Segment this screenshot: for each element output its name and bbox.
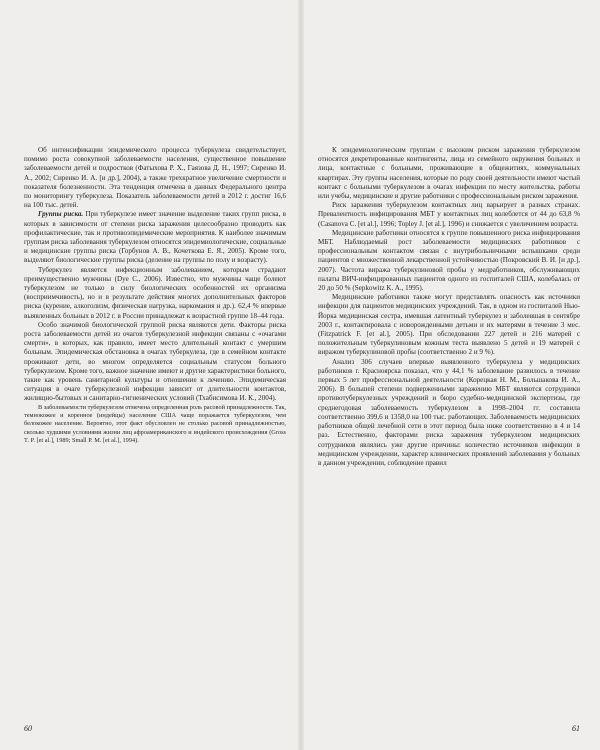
paragraph-text: Медицинские работники относятся к группе повышенного риска инфицирования МБТ. Наблюдаемый рост заболеваемости медицинских работников с профессиональным контактом связан с внутрибольничными вспышками среди пациентов с множественной лекарственной устойчивостью (Покровский В. И. [и др.], 2007). Частота виража туберкулиновой пробы у медработников, обслуживающих палаты ВИЧ-инфицированных пациентов одного из госпиталей США, колебалась от 20 до 50 % (Sepkowitz K. A., 1995). — [318, 228, 580, 293]
page-number: 61 — [572, 724, 580, 733]
paragraph-text: Особо значимой биологической группой риска являются дети. Факторы риска роста заболеваемости детей из очагов туберкулезной инфекции связаны с «очагами смерти», в которых, как правило, имеет место длительный контакт с умершим больным. Эпидемическая обстановка в очагах туберкулеза, где в семейном контакте проживают дети, во многом определяется социальным статусом больного туберкулезом. Кроме того, важное значение имеют и другие характеристики больного, такие как уровень санитарной культуры и отношение к лечению. Эпидемическая ситуация в очаге туберкулезной инфекции зависит от длительности контактов, жилищно-бытовых и санитарно-гигиенических условий (Тхабисимова И. К., 2004). — [24, 320, 286, 403]
right-paragraph — [318, 293, 580, 357]
left-page-text — [24, 146, 286, 445]
left-paragraph — [24, 321, 286, 404]
paragraph-text: Анализ 306 случаев впервые выявленного туберкулеза у медицинских работников г. Красноярска показал, что у 44,1 % заболевание развилось в течение первых 5 лет профессиональной деятельности (Корецкая Н. М., Большакова И. А., 2006). В большей степени подверженными заражению МБТ являются сотрудники противотуберкулезных учреждений и бюро судебно-медицинской экспертизы, где среднегодовая заболеваемость туберкулезом в 1998–2004 гг. составила соответственно 399,6 и 1358,0 на 100 тыс. работающих. Заболеваемость медицинских работников общей лечебной сети в этот период была ниже соответственно в 4 и 14 раз. Естественно, факторами риска заражения туберкулезом медицинских сотрудников являлись уже другие причины: количество источников инфекции в медицинском учреждении, характер клинических проявлений заболевания у больных в данном учреждении, соблюдение правил — [318, 357, 580, 467]
left-paragraph — [24, 146, 286, 210]
book-gutter — [298, 0, 304, 750]
paragraph-lead: Группы риска. — [38, 210, 84, 219]
paragraph-text: К эпидемиологическим группам с высоким риском заражения туберкулезом относятся декретированные контингенты, лица из семейного окружения больных и лица, контактные с больными, проживающие в общежитиях, коммунальных квартирах. Эту группы населения, которые по роду своей деятельности имеют частый контакт с больными туберкулезом в очагах инфекции по месту жительства, работы или учебы, медицинские и другие работники с профессиональным риском заражения. — [318, 146, 580, 201]
page-number: 60 — [24, 724, 32, 733]
left-paragraph — [24, 266, 286, 321]
left-paragraph — [24, 210, 286, 265]
paragraph-text: В заболеваемости туберкулезом отмечена определенная роль расовой принадлежности. Так, темнокожее и коренное (индейцы) население США чаще поражается туберкулезом, чем белокожее население. Вероятно, этот факт обусловлен не столько расовой принадлежностью, сколько худшими условиями жизни лиц афроамериканского и индейского происхождения (Gross T. P. [et al.], 1989; Small P. M. [et al.], 1994). — [24, 403, 286, 444]
left-paragraph — [24, 404, 286, 445]
paragraph-text: При туберкулезе имеет значение выделение таких групп риска, в которых в зависимости от степени риска заражения целесообразно проводить как профилактические, так и противоэпидемические мероприятия. К наиболее значимым группам риска заболевания туберкулезом относятся эпидемиологические, социальные и медицинские группы риска (Горбунов А. В., Кочеткова Е. Я., 2005). Кроме того, выделяют биологические группы риска (деление на группы по полу и возрасту). — [24, 210, 286, 265]
paragraph-text: Туберкулез является инфекционным заболеванием, которым страдают преимущественно мужчины (Dye C., 2006). Известно, что мужчины чаще болеют туберкулезом не только в силу биологических особенностей их организма (восприимчивость), но и в результате действия многих дополнительных факторов риска (курение, алкоголизм, физическая нагрузка, наркомания и др.). 62,4 % впервые выявленных больных в 2012 г. в России принадлежат к возрастной группе 18–44 года. — [24, 265, 286, 320]
right-page-text — [318, 146, 580, 468]
right-paragraph — [318, 146, 580, 201]
paragraph-text: Об интенсификации эпидемического процесса туберкулеза свидетельствует, помимо роста совокупной заболеваемости населения, существенное повышение заболеваемости детей и подростков (Фатыхова Р. Х., Гаязова Д. Н., 1997; Сиренко И. А., 2002; Сиренко И. А. [и др.], 2004), а также трехкратное увеличение смертности и показателя болезненности. Эта тенденция отмечена в данных Федерального центра по мониторингу туберкулеза. Показатель заболеваемости детей в 2012 г. достиг 16,6 на 100 тыс. детей. — [24, 146, 286, 210]
right-paragraph — [318, 229, 580, 293]
right-paragraph — [318, 358, 580, 468]
paragraph-text: Медицинские работники также могут представлять опасность как источники инфекции для пациентов медицинских учреждений. Так, в одном из госпиталей Нью-Йорка медицинская сестра, имевшая латентный туберкулез и заболевшая в сентябре 2003 г., контактировала с новорожденными детьми и их матерями в течение 3 мес. (Fitzpatrick F. [et al.], 2005). При обследовании 227 детей и 216 матерей с положительным туберкулиновым кожным теста выявлено 5 детей и 19 матерей с виражом туберкулиновой пробы (соответственно 2 и 9 %). — [318, 293, 580, 357]
right-paragraph — [318, 201, 580, 229]
paragraph-text: Риск заражения туберкулезом контактных лиц варьирует в разных странах. Превалентность инфицирования МБТ у контактных лиц колеблется от 44 до 63,8 % (Casanova C. [et al.], 1996; Topley J. [et al.], 1996) и снижается с увеличением возраста. — [318, 201, 580, 228]
